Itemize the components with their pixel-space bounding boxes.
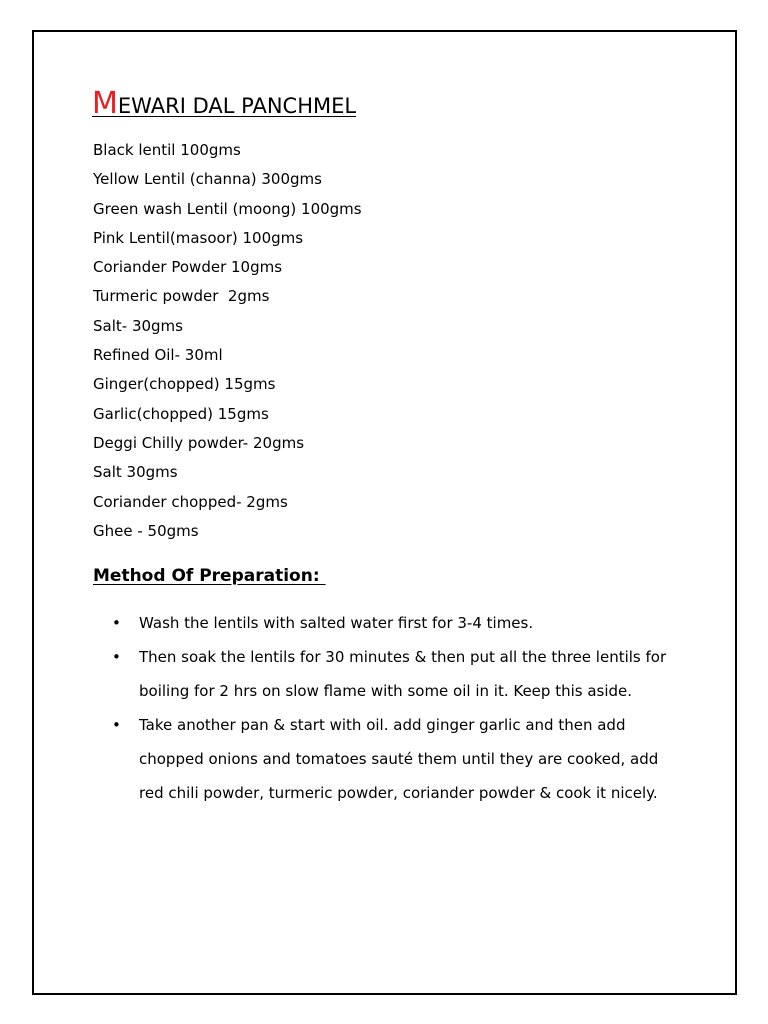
preparation-steps [112, 606, 672, 810]
ingredient-item: Salt- 30gms [93, 316, 183, 335]
ingredient-item: Ghee - 50gms [93, 521, 199, 540]
title-text: EWARI DAL PANCHMEL [117, 94, 357, 118]
step-item [112, 708, 672, 810]
ingredient-item: Refined Oil- 30ml [93, 346, 223, 365]
ingredient-item: Pink Lentil(masoor) 100gms [93, 228, 304, 247]
ingredient-item: Coriander chopped- 2gms [93, 492, 288, 511]
ingredient-item: Ginger(chopped) 15gms [93, 375, 276, 394]
ingredient-item: Coriander Powder 10gms [93, 258, 283, 277]
ingredient-item: Turmeric powder 2gms [93, 287, 270, 306]
ingredient-item: Black lentil 100gms [93, 141, 241, 159]
recipe-title [92, 86, 356, 124]
bullet-icon: • [112, 614, 121, 632]
ingredient-item: Green wash Lentil (moong) 100gms [93, 199, 362, 218]
step-text: Wash the lentils with salted water first for 3-4 times. [139, 614, 534, 632]
ingredient-list [93, 136, 362, 546]
method-heading: Method Of Preparation: [93, 566, 326, 586]
ingredient-item: Salt 30gms [93, 463, 178, 482]
step-item [112, 606, 672, 640]
ingredient-item: Yellow Lentil (channa) 300gms [93, 170, 322, 189]
ingredient-item: Garlic(chopped) 15gms [93, 404, 269, 423]
ingredient-item: Deggi Chilly powder- 20gms [93, 433, 305, 452]
title-initial: M [92, 86, 118, 121]
step-text: Take another pan & start with oil. add ginger garlic and then add chopped onions and tomatoes sauté them until they are cooked, add red chili powder, turmeric powder, coriander powder & cook it nicely. [139, 716, 659, 802]
bullet-icon: • [112, 716, 121, 734]
step-text: Then soak the lentils for 30 minutes & then put all the three lentils for boiling for 2 hrs on slow flame with some oil in it. Keep this aside. [139, 648, 667, 700]
bullet-icon: • [112, 648, 121, 666]
step-item [112, 640, 672, 708]
